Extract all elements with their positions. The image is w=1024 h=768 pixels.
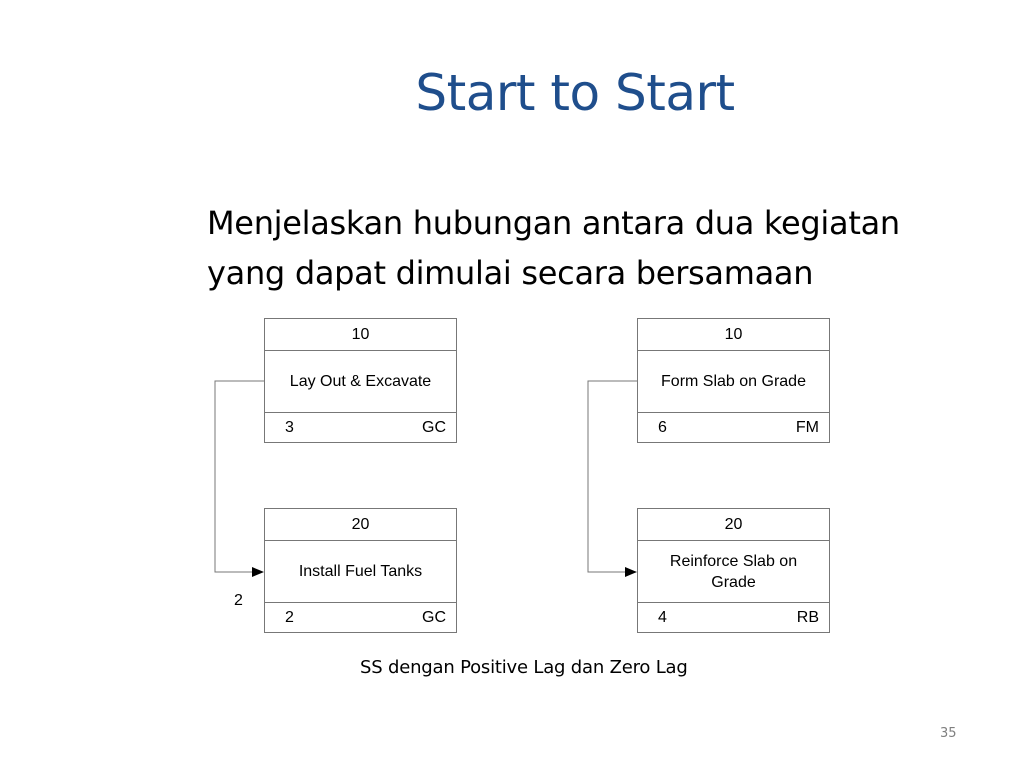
activity-name: Lay Out & Excavate [265,351,456,413]
activity-id: 20 [638,509,829,541]
activity-node-form-slab [637,318,830,443]
activity-resource: GC [422,608,446,626]
activity-duration: 2 [285,608,294,626]
right-arrowhead [625,567,637,577]
activity-node-lay-out-excavate [264,318,457,443]
diagram-caption: SS dengan Positive Lag dan Zero Lag [360,657,688,678]
activity-node-install-fuel-tanks [264,508,457,633]
activity-id: 10 [638,319,829,351]
slide-title: Start to Start [415,64,735,122]
left-ss-link [215,381,264,572]
activity-footer [638,413,829,442]
lag-label: 2 [234,592,243,609]
activity-id: 20 [265,509,456,541]
activity-name: Form Slab on Grade [638,351,829,413]
activity-duration: 4 [658,608,667,626]
activity-name: Install Fuel Tanks [265,541,456,603]
activity-node-reinforce-slab [637,508,830,633]
activity-footer [638,603,829,632]
activity-resource: FM [795,418,819,436]
activity-footer [265,413,456,442]
activity-resource: RB [796,608,819,626]
activity-resource: GC [422,418,446,436]
page-number: 35 [940,726,957,741]
subtitle-line-2: yang dapat dimulai secara bersamaan [207,254,814,292]
activity-duration: 6 [658,418,667,436]
right-ss-link [588,381,637,572]
activity-duration: 3 [285,418,294,436]
activity-name: Reinforce Slab on Grade [638,541,829,603]
activity-id: 10 [265,319,456,351]
activity-footer [265,603,456,632]
left-arrowhead [252,567,264,577]
subtitle-line-1: Menjelaskan hubungan antara dua kegiatan [207,204,900,242]
